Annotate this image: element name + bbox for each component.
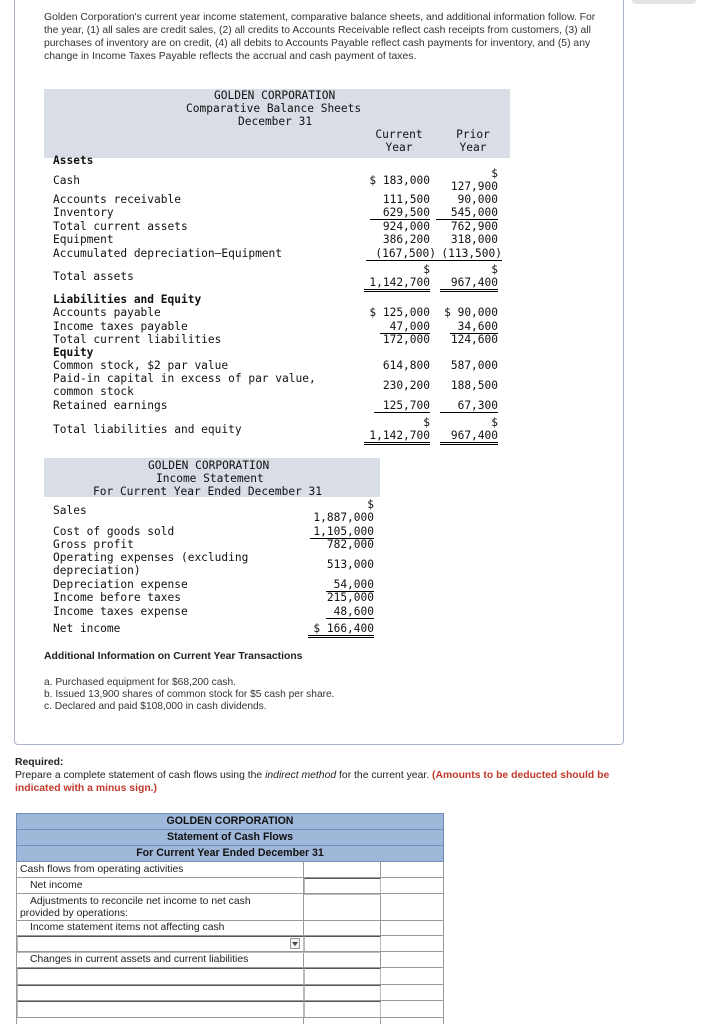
- bs-total-assets-current: 1,142,700: [364, 276, 430, 292]
- additional-info-a: a. Purchased equipment for $68,200 cash.: [44, 677, 236, 688]
- bs-pic-label-1: Paid-in capital in excess of par value,: [53, 372, 316, 385]
- is-title: Income Statement: [156, 472, 264, 485]
- required-text-pre: Prepare a complete statement of cash flows using the: [15, 770, 266, 781]
- bs-tle-label: Total liabilities and equity: [53, 423, 242, 436]
- cf-change-item-select-3[interactable]: [17, 1001, 304, 1018]
- cf-row-line-5: [16, 951, 443, 952]
- cf-title: Statement of Cash Flows: [167, 831, 293, 843]
- required-text-red: (Amounts to be deducted should be indicated with a minus sign.): [15, 770, 610, 794]
- cf-change-item-select-1[interactable]: [17, 968, 304, 985]
- is-cogs-value: 1,105,000: [310, 525, 374, 539]
- is-dep-value: 54,000: [326, 578, 374, 592]
- bs-col-current-1: Current: [375, 128, 423, 141]
- required-text: [15, 769, 625, 795]
- bs-accdep-label: Accumulated depreciation—Equipment: [53, 247, 283, 260]
- bs-date: December 31: [238, 115, 313, 128]
- bs-cs-current: 614,800: [382, 359, 430, 372]
- is-ibt-value: 215,000: [326, 591, 374, 604]
- cf-adj-label-1: Adjustments to reconcile net income to net cash: [30, 896, 251, 907]
- is-opex-value: 513,000: [326, 558, 374, 571]
- cf-changes-label: Changes in current assets and current liabilities: [30, 954, 249, 965]
- cf-change-amount-input-3[interactable]: [304, 1001, 381, 1018]
- is-ite-value: 48,600: [326, 605, 374, 619]
- bs-ar-current: 111,500: [382, 193, 430, 206]
- bs-pic-label-2: common stock: [53, 385, 134, 398]
- bs-total-assets-prior: 967,400: [440, 276, 498, 292]
- bs-pic-prior: 188,500: [450, 379, 498, 392]
- bs-tca-prior: 762,900: [450, 220, 498, 233]
- top-tab: [632, 0, 696, 4]
- bs-re-label: Retained earnings: [53, 399, 168, 412]
- is-gp-value: 782,000: [326, 538, 374, 551]
- is-cogs-label: Cost of goods sold: [53, 525, 175, 538]
- bs-ap-prior: $ 90,000: [444, 306, 498, 319]
- is-sales-label: Sales: [53, 504, 87, 517]
- bs-equipment-label: Equipment: [53, 233, 114, 246]
- bs-ap-current: $ 125,000: [369, 306, 430, 319]
- bs-title: Comparative Balance Sheets: [186, 102, 362, 115]
- bs-cash-label: Cash: [53, 174, 80, 187]
- bs-cash-prior: 127,900: [450, 180, 498, 193]
- bs-tca-current: 924,000: [382, 220, 430, 233]
- bs-assets-heading: Assets: [53, 154, 94, 167]
- bs-tcl-prior: 124,600: [450, 333, 498, 346]
- bs-tca-label: Total current assets: [53, 220, 188, 233]
- is-opex-label-2: depreciation): [53, 564, 141, 577]
- bs-ar-label: Accounts receivable: [53, 193, 181, 206]
- bs-inventory-label: Inventory: [53, 206, 114, 219]
- bs-pic-current: 230,200: [382, 379, 430, 392]
- is-sales-value: 1,887,000: [313, 511, 374, 524]
- bs-total-assets-prior-symbol: $: [491, 263, 498, 276]
- bs-equipment-prior: 318,000: [450, 233, 498, 246]
- cf-row-line-3: [16, 920, 443, 921]
- intro-text: Golden Corporation's current year income statement, comparative balance sheets, and additional information follow. For the year, (1) all sales are credit sales, (2) all credits to Accounts Receivable reflect cash receipts from customers, (3) all purchases of inventory are on credit, (4) all debits to Accounts Payable reflect cash payments for inventory, and (5) any change in Income Taxes Payable reflects the accrual and cash payment of taxes.: [44, 12, 596, 62]
- required-text-em: indirect method: [265, 770, 337, 781]
- is-company: GOLDEN CORPORATION: [148, 459, 270, 472]
- cf-change-amount-input-1[interactable]: [304, 968, 381, 985]
- bs-accdep-prior: (113,500): [436, 247, 502, 261]
- is-ni-label: Net income: [53, 622, 121, 635]
- cf-ni-label: Net income: [30, 880, 83, 891]
- bs-tcl-label: Total current liabilities: [53, 333, 222, 346]
- additional-info-c: c. Declared and paid $108,000 in cash dividends.: [44, 701, 267, 712]
- bs-col-current-2: Year: [385, 141, 413, 154]
- bs-ap-label: Accounts payable: [53, 306, 161, 319]
- bs-accdep-current: (167,500): [366, 247, 436, 261]
- bs-ar-prior: 90,000: [457, 193, 498, 206]
- bs-tle-current: 1,142,700: [364, 429, 430, 445]
- cf-period: For Current Year Ended December 31: [136, 847, 324, 859]
- bs-cs-prior: 587,000: [450, 359, 498, 372]
- bs-company: GOLDEN CORPORATION: [214, 89, 336, 102]
- bs-total-assets-current-symbol: $: [423, 263, 430, 276]
- is-ni-value: $ 166,400: [308, 622, 374, 638]
- required-label: Required:: [15, 757, 64, 768]
- required-text-post: for the current year.: [336, 770, 433, 781]
- bs-col-prior-2: Year: [459, 141, 487, 154]
- bs-col-prior-1: Prior: [456, 128, 490, 141]
- bs-inventory-current: 629,500: [370, 206, 430, 220]
- is-dep-label: Depreciation expense: [53, 578, 188, 591]
- cf-isnot-dropdown-button[interactable]: [290, 938, 300, 949]
- bs-cash-current: $ 183,000: [369, 174, 430, 187]
- additional-info-b: b. Issued 13,900 shares of common stock for $5 cash per share.: [44, 689, 335, 700]
- additional-info-title: Additional Information on Current Year Transactions: [44, 651, 303, 662]
- chevron-down-icon: [292, 942, 298, 946]
- cf-isnot-label: Income statement items not affecting cash: [30, 922, 225, 933]
- bs-cs-label: Common stock, $2 par value: [53, 359, 229, 372]
- bs-re-current: 125,700: [374, 399, 430, 413]
- cf-row-line-9: [16, 1017, 443, 1018]
- bs-total-assets-label: Total assets: [53, 270, 134, 283]
- bs-inventory-prior: 545,000: [436, 206, 498, 220]
- is-opex-label-1: Operating expenses (excluding: [53, 551, 249, 564]
- bs-cash-prior-symbol: $: [491, 167, 498, 180]
- bs-equipment-current: 386,200: [382, 233, 430, 246]
- cf-row-line-2: [16, 893, 443, 894]
- bs-liabilities-heading: Liabilities and Equity: [53, 293, 202, 306]
- is-ite-label: Income taxes expense: [53, 605, 188, 618]
- cf-operating-label: Cash flows from operating activities: [20, 864, 184, 875]
- cf-adj-label-2: provided by operations:: [20, 908, 129, 919]
- bs-itp-current: 47,000: [380, 320, 430, 334]
- bs-itp-label: Income taxes payable: [53, 320, 188, 333]
- is-period: For Current Year Ended December 31: [93, 485, 323, 498]
- cf-company: GOLDEN CORPORATION: [166, 815, 294, 827]
- bs-tle-current-symbol: $: [423, 416, 430, 429]
- bs-tle-prior-symbol: $: [491, 416, 498, 429]
- bs-equity-heading: Equity: [53, 346, 94, 359]
- is-sales-symbol: $: [367, 498, 374, 511]
- bs-tcl-current: 172,000: [382, 333, 430, 346]
- bs-tle-prior: 967,400: [440, 429, 498, 445]
- is-ibt-label: Income before taxes: [53, 591, 181, 604]
- bs-re-prior: 67,300: [440, 399, 498, 413]
- bs-itp-prior: 34,600: [450, 320, 498, 334]
- is-gp-label: Gross profit: [53, 538, 134, 551]
